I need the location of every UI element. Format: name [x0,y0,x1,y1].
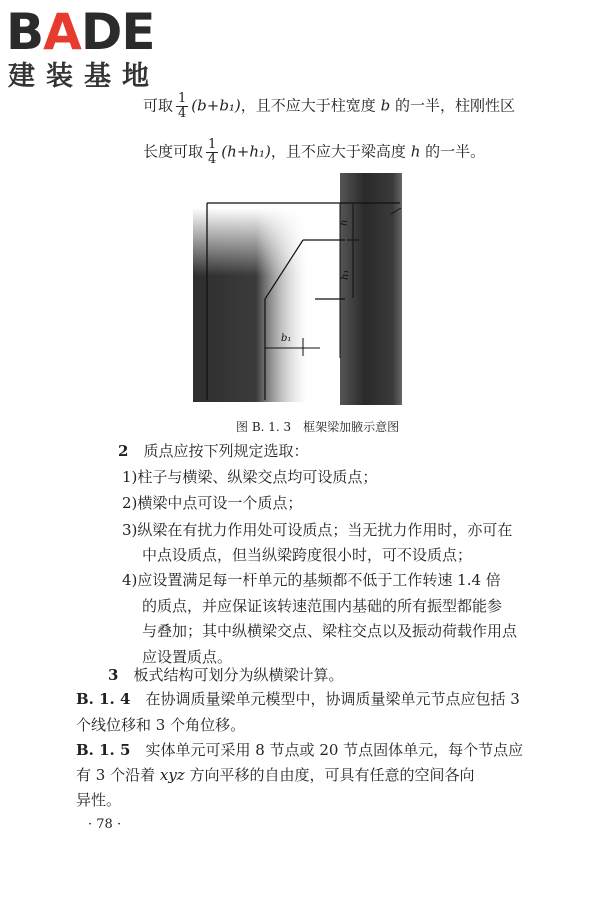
section-label: B. 1. 5 [76,741,131,759]
section-label: B. 1. 4 [76,690,131,708]
sub-item-4-line-1: 4)应设置满足每一杆单元的基频都不低于工作转速 1.4 倍 [122,571,501,589]
para-line-1: 可取 $\frac{1}{4}$ (b+b₁)，且不应大于柱宽度 b 的一半，柱刚性区 [143,91,515,121]
column-shape [340,173,402,405]
para-line-2: 长度可取 $\frac{1}{4}$ (h+h₁)，且不应大于梁高度 h 的一半。 [143,137,486,167]
section-b14-line-1: B. 1. 4 在协调质量梁单元模型中，协调质量梁单元节点应包括 3 [76,690,520,708]
sub-item-4-line-4: 应设置质点。 [142,648,233,666]
section-b15-line-2: 有 3 个沿着 xyz 方向平移的自由度，可具有任意的空间各向 [76,766,475,784]
logo [6,2,155,62]
label-b1: b₁ [281,333,292,344]
sub-item-2: 2)横梁中点可设一个质点； [122,494,303,512]
sub-item-1: 1)柱子与横梁、纵梁交点均可设质点； [122,468,378,486]
sub-item-3-line-1: 3)纵梁在有扰力作用处可设质点；当无扰力作用时，亦可在 [122,521,513,539]
page-number: · 78 · [88,817,122,832]
logo-subtitle: 建装基地 [8,61,160,92]
item-2: 2 质点应按下列规定选取： [118,442,309,460]
section-b15-line-1: B. 1. 5 实体单元可采用 8 节点或 20 节点固体单元，每个节点应 [76,741,524,759]
label-h: h [339,219,350,226]
label-h1: h₁ [340,269,351,280]
logo-letters: DE [80,3,155,61]
sub-item-4-line-2: 的质点，并应保证该转速范围内基础的所有振型都能参 [142,597,503,615]
sub-item-3-line-2: 中点设质点，但当纵梁跨度很小时，可不设质点； [142,546,473,564]
fraction-quarter: $\frac{1}{4}$ [178,91,187,121]
logo-accent-letter: A [43,3,81,61]
item-3: 3 板式结构可划分为纵横梁计算。 [108,666,344,684]
logo-letter: B [6,3,44,61]
figure-caption: 图 B. 1. 3 框架梁加腋示意图 [236,420,400,434]
section-b14-line-2: 个线位移和 3 个角位移。 [76,716,246,734]
sub-item-4-line-3: 与叠加；其中纵横梁交点、梁柱交点以及振动荷载作用点 [142,622,518,640]
section-b15-line-3: 异性。 [76,791,122,809]
fraction-quarter: $\frac{1}{4}$ [208,137,217,167]
haunch-diagram [185,168,415,408]
